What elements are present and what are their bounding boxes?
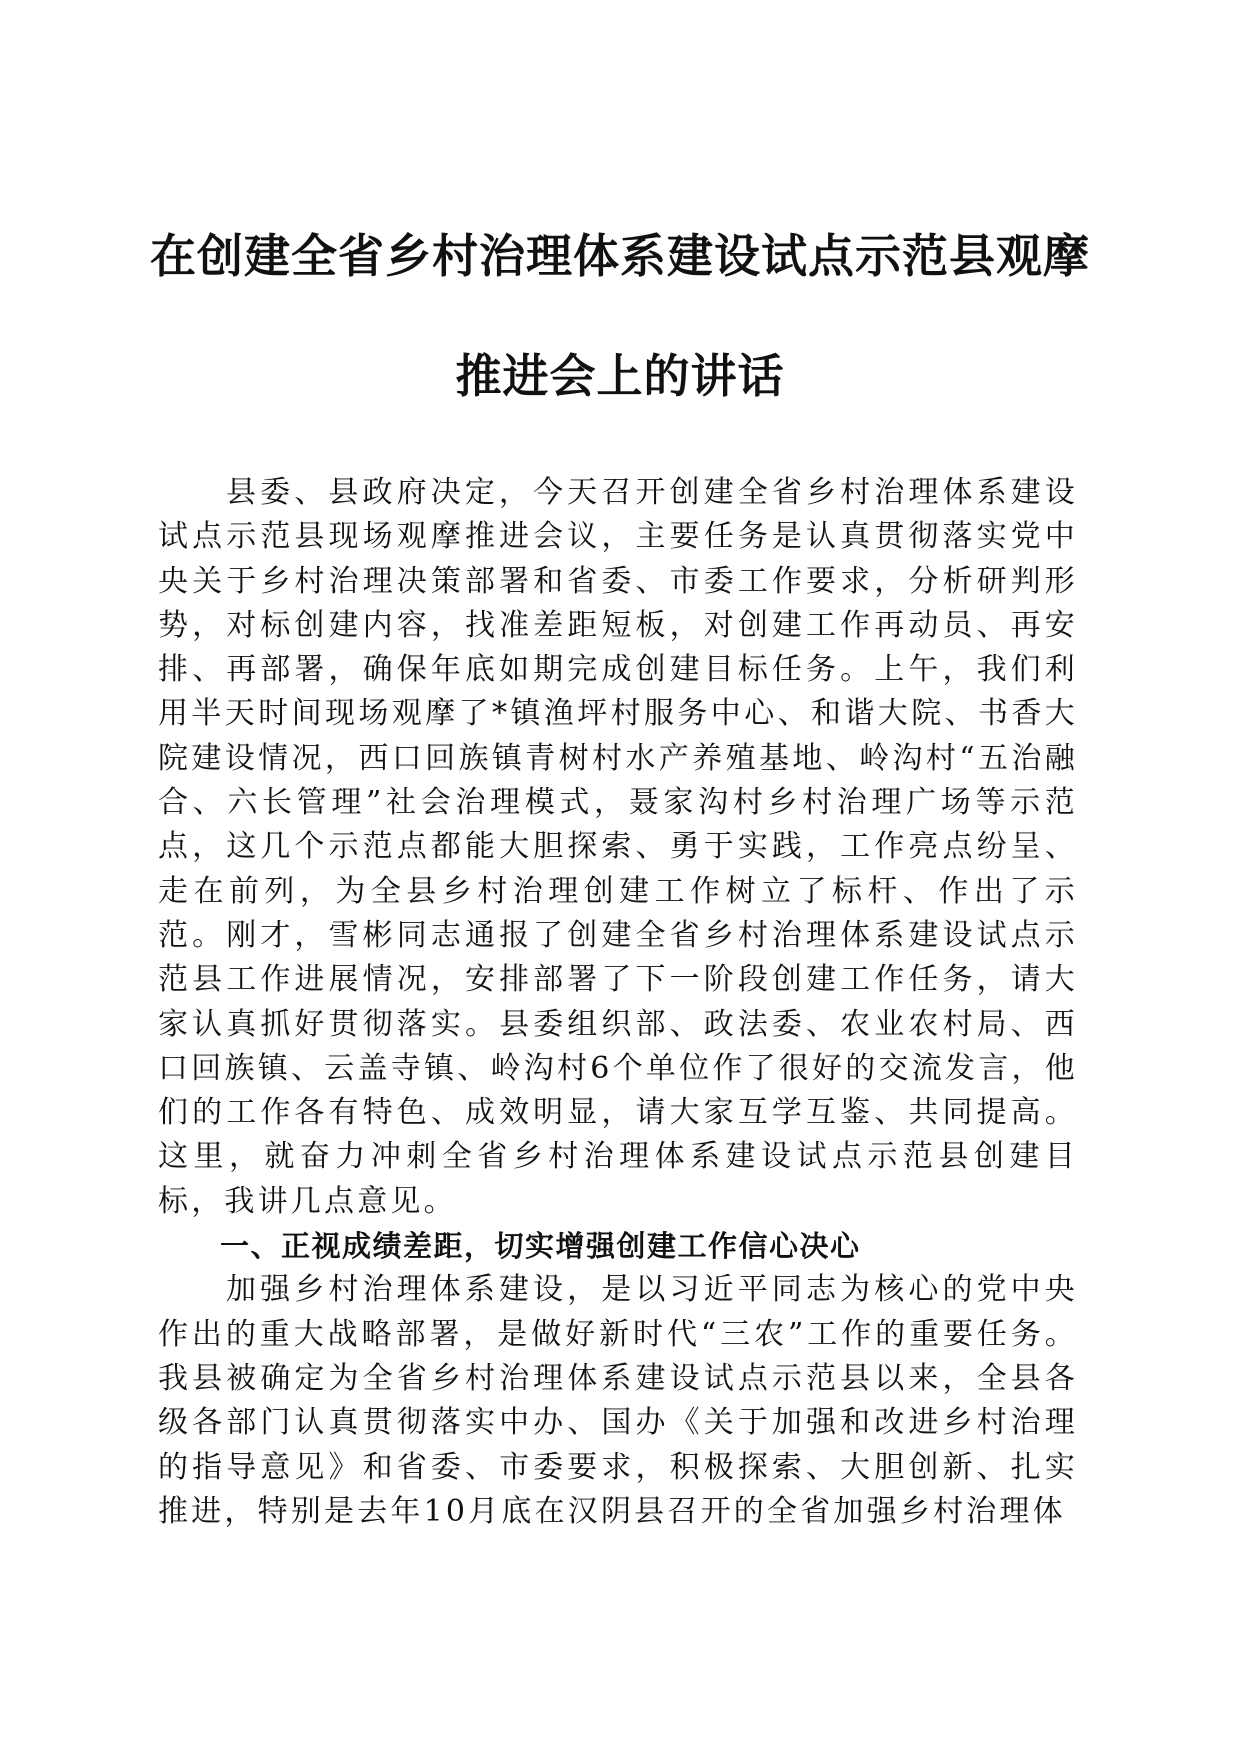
section-1-paragraph: 加强乡村治理体系建设，是以习近平同志为核心的党中央作出的重大战略部署，是做好新时代“三农”工作的重要任务。我县被确定为全省乡村治理体系建设试点示范县以来，全县各级各部门认真贯彻落实中办、国办《关于加强和改进乡村治理的指导意见》和省委、市委要求，积极探索、大胆创新、扎实推进，特别是去年10月底在汉阴县召开的全省加强乡村治理体 [158,1272,1078,1529]
document-body [158,471,1078,1534]
intro-paragraph: 县委、县政府决定，今天召开创建全省乡村治理体系建设试点示范县现场观摩推进会议，主要任务是认真贯彻落实党中央关于乡村治理决策部署和省委、市委工作要求，分析研判形势，对标创建内容，找准差距短板，对创建工作再动员、再安排、再部署，确保年底如期完成创建目标任务。上午，我们利用半天时间现场观摩了*镇渔坪村服务中心、和谐大院、书香大院建设情况，西口回族镇青树村水产养殖基地、岭沟村“五治融合、六长管理”社会治理模式，聂家沟村乡村治理广场等示范点，这几个示范点都能大胆探索、勇于实践，工作亮点纷呈、走在前列，为全县乡村治理创建工作树立了标杆、作出了示范。刚才，雪彬同志通报了创建全省乡村治理体系建设试点示范县工作进展情况，安排部署了下一阶段创建工作任务，请大家认真抓好贯彻落实。县委组织部、政法委、农业农村局、西口回族镇、云盖寺镇、岭沟村6个单位作了很好的交流发言，他们的工作各有特色、成效明显，请大家互学互鉴、共同提高。这里，就奋力冲刺全省乡村治理体系建设试点示范县创建目标，我讲几点意见。 [158,475,1078,1219]
section-heading-1: 一、正视成绩差距，切实增强创建工作信心决心 [220,1229,861,1264]
document-title-line-2: 推进会上的讲话 [455,349,785,403]
document-title-line-1: 在创建全省乡村治理体系建设试点示范县观摩 [150,229,1090,283]
